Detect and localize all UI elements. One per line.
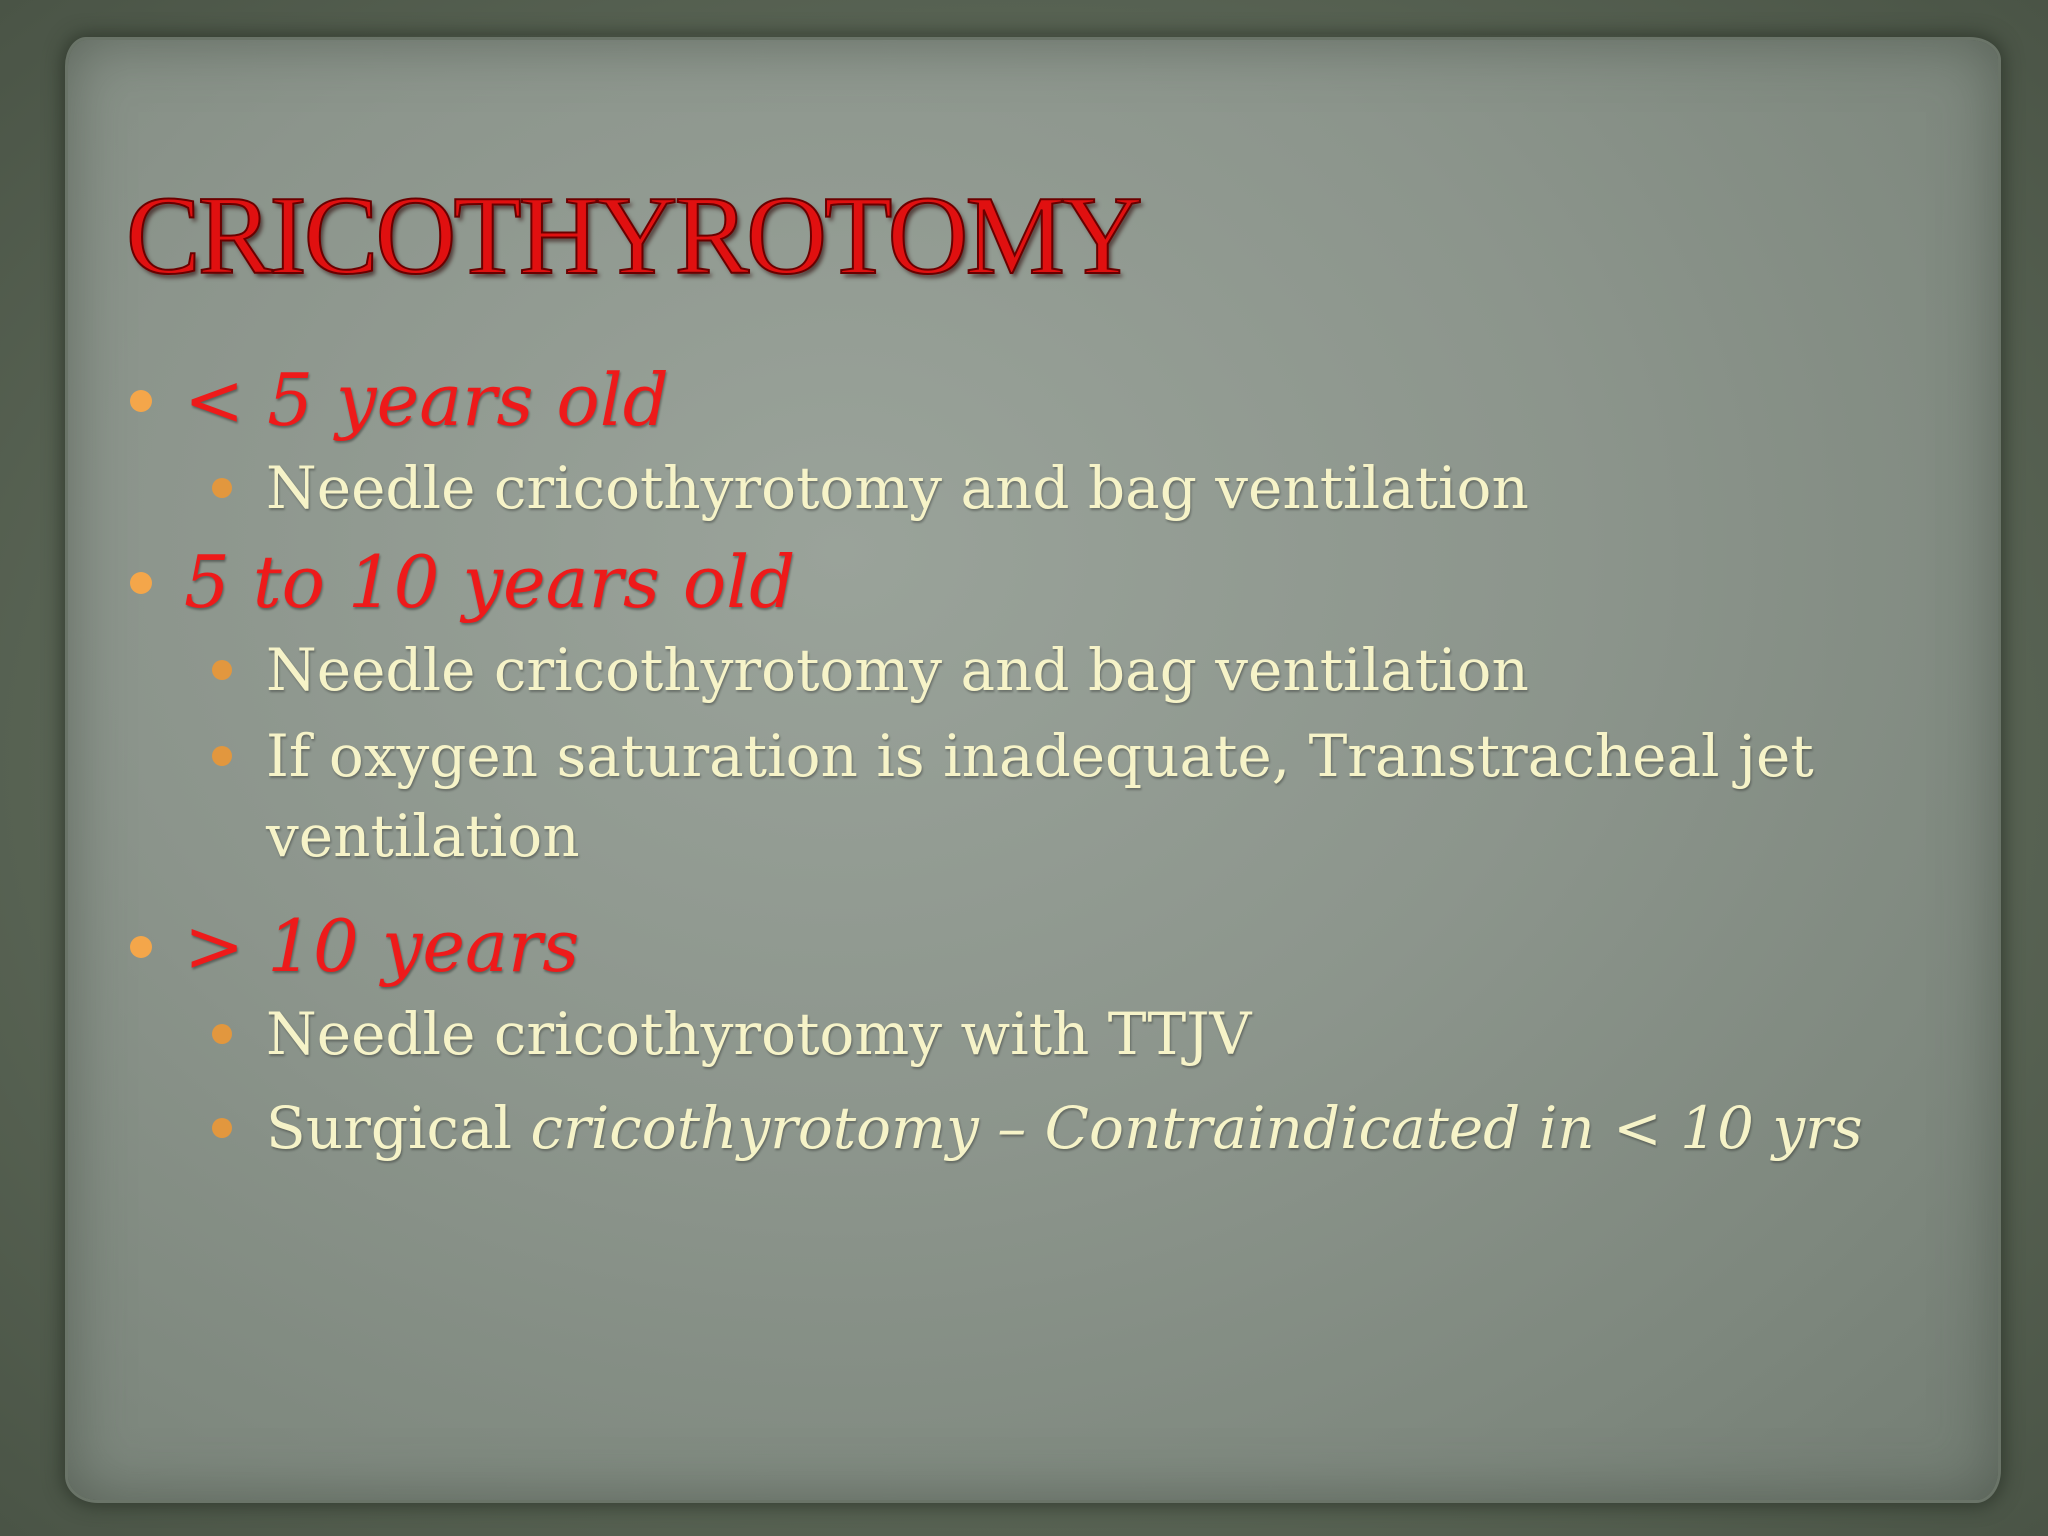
slide-title: CRICOTHYROTOMY [126,174,1140,298]
bullet-icon [212,478,232,498]
bullet-icon [212,660,232,680]
section-heading-5-to-10 [126,534,1886,630]
bullet-icon [212,1024,232,1044]
section-heading-over-10 [126,898,1886,994]
slide-content [126,352,1886,1168]
list-item-text: Needle cricothyrotomy and bag ventilation [266,454,1529,522]
bullet-icon [212,1118,232,1138]
bullet-icon [130,572,152,594]
list-item [126,994,1886,1074]
list-item-text-plain: Surgical [266,1094,531,1162]
list-item [126,716,1886,876]
bullet-icon [130,390,152,412]
list-item [126,448,1886,528]
section-heading-text: > 10 years [184,904,580,988]
section-heading-under-5 [126,352,1886,448]
list-item-text: If oxygen saturation is inadequate, Transtracheal jet ventilation [266,722,1814,870]
section-heading-text: 5 to 10 years old [184,540,796,624]
bullet-icon [130,936,152,958]
section-heading-text: < 5 years old [184,358,669,442]
list-item [126,1088,1886,1168]
bullet-icon [212,746,232,766]
list-item-text-italic: cricothyrotomy – Contraindicated in < 10 yrs [530,1094,1863,1162]
list-item-text [266,1088,1886,1168]
list-item-text: Needle cricothyrotomy and bag ventilation [266,636,1529,704]
list-item [126,630,1886,710]
list-item-text: Needle cricothyrotomy with TTJV [266,1000,1252,1068]
